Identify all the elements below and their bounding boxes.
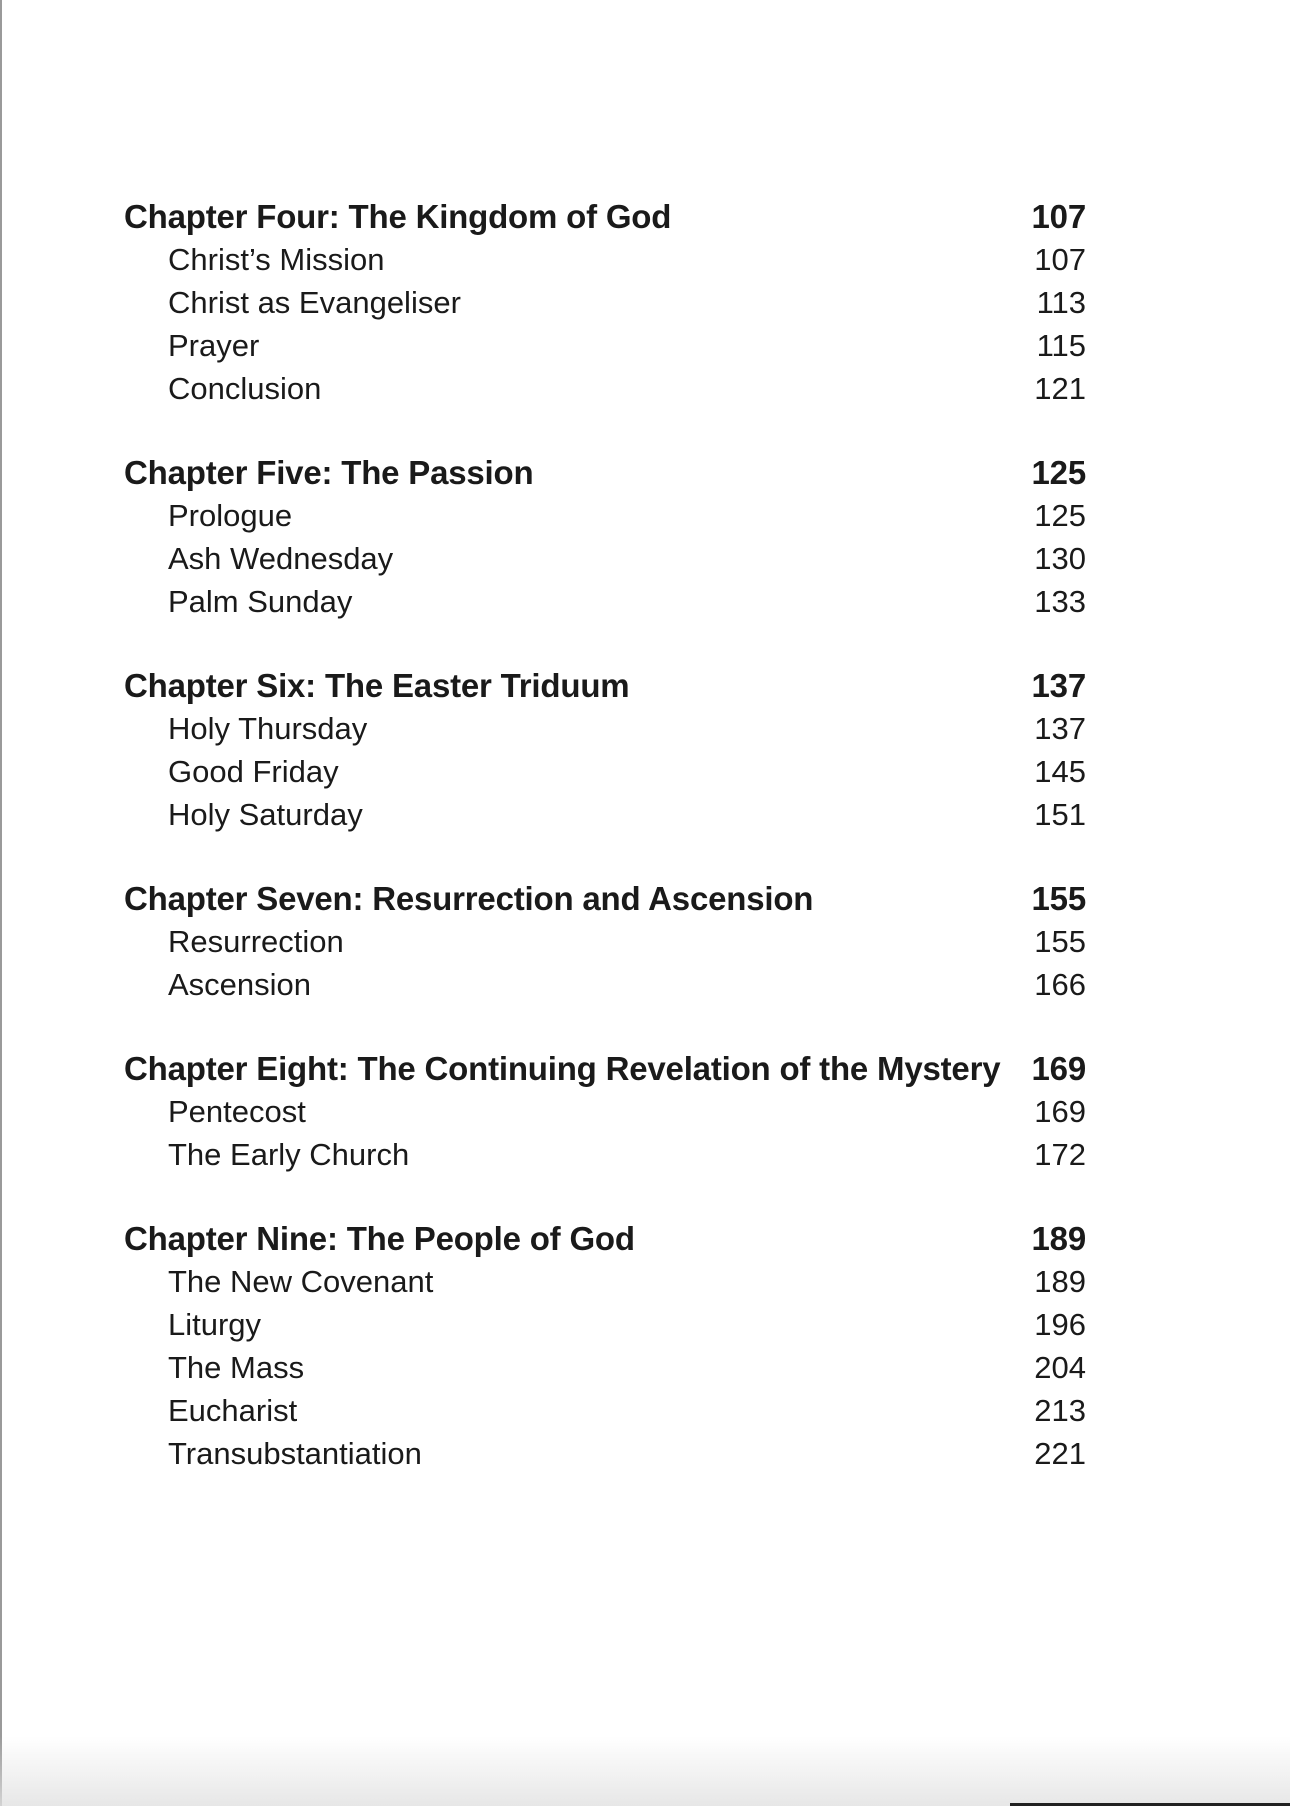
toc-chapter bbox=[124, 454, 1086, 627]
section-row bbox=[124, 924, 1086, 967]
chapter-title: Chapter Six: The Easter Triduum bbox=[124, 667, 630, 704]
section-page-number: 213 bbox=[1034, 1393, 1086, 1428]
section-row bbox=[124, 285, 1086, 328]
section-row bbox=[124, 797, 1086, 840]
section-page-number: 137 bbox=[1034, 711, 1086, 746]
chapter-page-number: 155 bbox=[1031, 880, 1086, 917]
section-page-number: 113 bbox=[1036, 285, 1086, 320]
section-page-number: 189 bbox=[1034, 1264, 1086, 1299]
section-row bbox=[124, 1094, 1086, 1137]
chapter-title: Chapter Eight: The Continuing Revelation of the Mystery bbox=[124, 1050, 1001, 1087]
section-title: Liturgy bbox=[168, 1307, 262, 1342]
section-row bbox=[124, 328, 1086, 371]
toc-chapter bbox=[124, 1220, 1086, 1479]
section-page-number: 121 bbox=[1034, 371, 1086, 406]
toc-chapter bbox=[124, 880, 1086, 1010]
section-page-number: 221 bbox=[1034, 1436, 1086, 1471]
chapter-heading-row bbox=[124, 880, 1086, 924]
section-page-number: 107 bbox=[1034, 242, 1086, 277]
section-title: The Mass bbox=[168, 1350, 305, 1385]
section-title: Prologue bbox=[168, 498, 293, 533]
section-title: Holy Saturday bbox=[168, 797, 363, 832]
section-page-number: 155 bbox=[1034, 924, 1086, 959]
section-page-number: 172 bbox=[1034, 1137, 1086, 1172]
section-title: Good Friday bbox=[168, 754, 339, 789]
section-title: Holy Thursday bbox=[168, 711, 368, 746]
section-page-number: 196 bbox=[1034, 1307, 1086, 1342]
section-title: Prayer bbox=[168, 328, 260, 363]
table-of-contents bbox=[124, 198, 1086, 1519]
section-title: Eucharist bbox=[168, 1393, 298, 1428]
chapter-heading-row bbox=[124, 1220, 1086, 1264]
section-row bbox=[124, 371, 1086, 414]
section-title: Pentecost bbox=[168, 1094, 306, 1129]
chapter-page-number: 137 bbox=[1031, 667, 1086, 704]
chapter-heading-row bbox=[124, 198, 1086, 242]
section-row bbox=[124, 1137, 1086, 1180]
chapter-title: Chapter Nine: The People of God bbox=[124, 1220, 635, 1257]
toc-chapter bbox=[124, 198, 1086, 414]
section-row bbox=[124, 1307, 1086, 1350]
section-title: Christ’s Mission bbox=[168, 242, 385, 277]
section-title: Resurrection bbox=[168, 924, 344, 959]
section-page-number: 204 bbox=[1034, 1350, 1086, 1385]
section-title: Transubstantiation bbox=[168, 1436, 422, 1471]
chapter-title: Chapter Four: The Kingdom of God bbox=[124, 198, 672, 235]
chapter-page-number: 125 bbox=[1031, 454, 1086, 491]
section-title: Conclusion bbox=[168, 371, 322, 406]
section-page-number: 145 bbox=[1034, 754, 1086, 789]
section-title: The Early Church bbox=[168, 1137, 410, 1172]
section-row bbox=[124, 754, 1086, 797]
chapter-heading-row bbox=[124, 454, 1086, 498]
section-row bbox=[124, 242, 1086, 285]
chapter-page-number: 189 bbox=[1031, 1220, 1086, 1257]
section-title: Ash Wednesday bbox=[168, 541, 394, 576]
chapter-page-number: 107 bbox=[1031, 198, 1086, 235]
section-page-number: 130 bbox=[1034, 541, 1086, 576]
section-row bbox=[124, 711, 1086, 754]
chapter-heading-row bbox=[124, 1050, 1086, 1094]
section-page-number: 125 bbox=[1034, 498, 1086, 533]
chapter-heading-row bbox=[124, 667, 1086, 711]
section-title: Christ as Evangeliser bbox=[168, 285, 461, 320]
section-page-number: 115 bbox=[1036, 328, 1086, 363]
section-page-number: 133 bbox=[1034, 584, 1086, 619]
section-title: Ascension bbox=[168, 967, 312, 1002]
section-row bbox=[124, 1393, 1086, 1436]
section-page-number: 169 bbox=[1034, 1094, 1086, 1129]
toc-chapter bbox=[124, 1050, 1086, 1180]
page-edge bbox=[0, 0, 2, 1806]
section-row bbox=[124, 584, 1086, 627]
section-row bbox=[124, 1350, 1086, 1393]
section-page-number: 166 bbox=[1034, 967, 1086, 1002]
section-title: Palm Sunday bbox=[168, 584, 353, 619]
section-row bbox=[124, 541, 1086, 584]
chapter-title: Chapter Seven: Resurrection and Ascension bbox=[124, 880, 814, 917]
section-row bbox=[124, 967, 1086, 1010]
section-page-number: 151 bbox=[1034, 797, 1086, 832]
section-row bbox=[124, 1264, 1086, 1307]
section-title: The New Covenant bbox=[168, 1264, 434, 1299]
page-bottom-shadow bbox=[0, 1736, 1290, 1806]
chapter-title: Chapter Five: The Passion bbox=[124, 454, 534, 491]
section-row bbox=[124, 498, 1086, 541]
section-row bbox=[124, 1436, 1086, 1479]
toc-chapter bbox=[124, 667, 1086, 840]
chapter-page-number: 169 bbox=[1031, 1050, 1086, 1087]
